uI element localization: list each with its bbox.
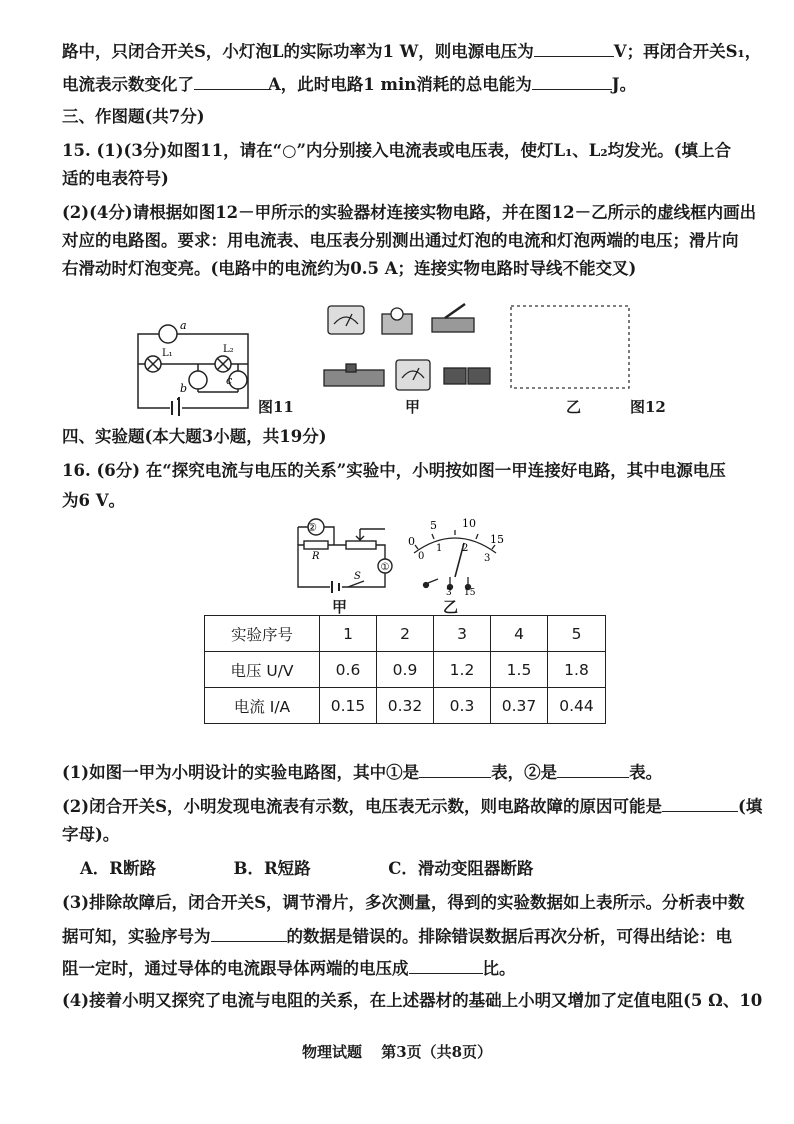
resistor-r-label: R	[312, 551, 320, 562]
figure-12-dashed-box	[510, 305, 632, 391]
table-cell: 实验序号	[205, 616, 320, 652]
q16-part-2	[62, 793, 763, 819]
table-cell: 1.5	[491, 652, 548, 688]
ammeter-icon	[328, 306, 364, 334]
scale-top-5: 5	[430, 519, 437, 532]
answer-blank-current-change[interactable]	[194, 71, 268, 90]
q16-p3-text-3: 的数据是错误的。排除错误数据后再次分析，可得出结论：电	[286, 927, 732, 946]
q15-text-1: 15. (1)(3分)如图11，请在“○”内分别接入电流表或电压表，使灯L₁、L₂均发光。(填上合	[62, 141, 731, 160]
q16-p3-text-2: 据可知，实验序号为	[62, 927, 211, 946]
table-cell: 0.3	[434, 688, 491, 724]
table-row	[205, 652, 606, 688]
section-4-title: 四、实验题(本大题3小题，共19分)	[62, 427, 327, 446]
lamp-l2-label: L₂	[223, 344, 234, 355]
experiment-data-table	[204, 615, 606, 724]
q16-options	[80, 857, 758, 881]
q16-p2-text: (2)闭合开关S，小明发现电流表有示数，电压表无示数，则电路故障的原因可能是	[62, 797, 663, 816]
table-cell: 电压 U/V	[205, 652, 320, 688]
table-cell: 1.2	[434, 652, 491, 688]
table-cell: 0.44	[548, 688, 606, 724]
table-cell: 3	[434, 616, 491, 652]
q16-p3-text-5: 比。	[482, 959, 516, 978]
table-cell: 1.8	[548, 652, 606, 688]
q16-part-2-cont	[62, 823, 758, 847]
q14-text-3: 电流表示数变化了	[62, 75, 194, 94]
footer-subject: 物理试题	[301, 1043, 362, 1061]
q16-part-1	[62, 759, 758, 785]
q14-line-1	[62, 38, 762, 64]
figure-11-circuit	[128, 316, 268, 416]
scale-top-0: 0	[408, 535, 415, 548]
q16-p3-text-4: 阻一定时，通过导体的电流跟导体两端的电压成	[62, 959, 409, 978]
q16-part-3-l3	[62, 955, 758, 981]
table-cell: 5	[548, 616, 606, 652]
q14-line-2	[62, 71, 758, 97]
q16-p1-text: (1)如图一甲为小明设计的实验电路图，其中①是	[62, 763, 420, 782]
q15-text-3: (2)(4分)请根据如图12－甲所示的实验器材连接实物电路，并在图12－乙所示的虚线框内画出	[62, 203, 757, 222]
table-cell: 0.6	[320, 652, 377, 688]
scale-bot-3: 3	[484, 553, 491, 564]
q16-part-3-l2	[62, 923, 758, 949]
scale-bot-0: 0	[418, 551, 425, 562]
q15-text-5: 右滑动时灯泡变亮。(电路中的电流约为0.5 A；连接实物电路时导线不能交叉)	[62, 259, 637, 278]
q14-text-2: V；再闭合开关S₁，	[613, 42, 762, 61]
scale-top-10: 10	[462, 517, 476, 530]
q15-line-4	[62, 229, 758, 253]
dashed-box-svg	[510, 305, 632, 391]
q14-text: 路中，只闭合开关S，小灯泡L的实际功率为1 W，则电源电压为	[62, 42, 534, 61]
figure-1-jia-circuit	[290, 515, 400, 597]
q15-line-2	[62, 167, 758, 191]
answer-blank-wrong-index[interactable]	[211, 923, 287, 942]
table-row	[205, 688, 606, 724]
switch-icon	[432, 318, 474, 332]
answer-blank-meter-1[interactable]	[419, 759, 491, 778]
answer-blank-meter-2[interactable]	[557, 759, 629, 778]
q15-text-4: 对应的电路图。要求：用电流表、电压表分别测出通过灯泡的电流和灯泡两端的电压；滑片向	[62, 231, 739, 250]
battery-1-icon	[444, 368, 466, 384]
figure-1-yi-label: 乙	[443, 598, 459, 616]
figure-12-caption: 图12	[630, 398, 666, 416]
q14-text-5: J。	[611, 75, 637, 94]
section-3-title: 三、作图题(共7分)	[62, 107, 205, 126]
answer-blank-energy[interactable]	[532, 71, 612, 90]
q15-text-2: 适的电表符号)	[62, 169, 169, 188]
switch-s-label: S	[354, 571, 361, 582]
meter-c-label: c	[226, 374, 233, 387]
option-a[interactable]: A．R断路	[80, 859, 157, 878]
terminal-15-label: 15	[464, 588, 476, 597]
figure-1-yi-dial	[400, 515, 510, 597]
q15-line-5	[62, 257, 758, 281]
table-cell: 2	[377, 616, 434, 652]
figure-11-svg	[128, 316, 268, 416]
voltmeter-icon	[396, 360, 430, 390]
q16-p2-text-3: 字母)。	[62, 825, 120, 844]
lamp-l1-label: L₁	[162, 348, 173, 359]
figure-12-jia-label: 甲	[405, 398, 421, 416]
footer-page-number: 第3页（共8页）	[381, 1043, 493, 1061]
section-4-heading	[62, 425, 758, 449]
q15-line-3	[62, 201, 758, 225]
option-b[interactable]: B．R短路	[233, 859, 311, 878]
q16-p1-text-3: 表。	[629, 763, 663, 782]
resistor-r-icon	[304, 541, 328, 549]
table-cell: 4	[491, 616, 548, 652]
q16-p4-text: (4)接着小明又探究了电流与电阻的关系，在上述器材的基础上小明又增加了定值电阻(5 Ω、10	[62, 991, 763, 1010]
table-cell: 0.32	[377, 688, 434, 724]
scale-top-15: 15	[490, 533, 504, 546]
answer-blank-voltage[interactable]	[534, 38, 614, 57]
q16-text-2: 为6 V。	[62, 491, 126, 510]
q16-text-1: 16. (6分) 在“探究电流与电压的关系”实验中，小明按如图一甲连接好电路，其中电源电压	[62, 461, 726, 480]
rheostat-symbol	[346, 541, 376, 549]
q16-p3-text: (3)排除故障后，闭合开关S，调节滑片，多次测量，得到的实验数据如上表所示。分析表中数	[62, 893, 745, 912]
option-c[interactable]: C．滑动变阻器断路	[388, 859, 534, 878]
scale-bot-1: 1	[436, 543, 443, 554]
q14-text-4: A，此时电路1 min消耗的总电能为	[268, 75, 532, 94]
q16-line-1	[62, 459, 758, 483]
meter-2-label: ②	[307, 521, 317, 534]
section-3-heading	[62, 105, 758, 129]
answer-blank-proportion[interactable]	[409, 955, 483, 974]
table-cell: 电流 I/A	[205, 688, 320, 724]
table-row	[205, 616, 606, 652]
battery-2-icon	[468, 368, 490, 384]
q16-part-3-l1	[62, 891, 758, 915]
q15-line-1	[62, 139, 758, 163]
meter-dial-svg	[400, 515, 510, 597]
experiment-circuit-svg	[290, 515, 400, 597]
figure-1-jia-label: 甲	[332, 598, 348, 616]
scale-bot-2: 2	[462, 543, 469, 554]
page-footer	[0, 1041, 794, 1062]
terminal-3-label: 3	[446, 588, 452, 597]
q16-p1-text-2: 表，②是	[491, 763, 558, 782]
q16-p2-text-2: (填	[738, 797, 763, 816]
table-cell: 0.15	[320, 688, 377, 724]
meter-1-label: ①	[380, 562, 390, 573]
apparatus-svg	[320, 300, 500, 400]
figure-12-apparatus	[320, 300, 500, 400]
table-cell: 0.9	[377, 652, 434, 688]
figure-12-yi-label: 乙	[566, 398, 582, 416]
figure-11-caption: 图11	[258, 398, 294, 416]
meter-b-label: b	[180, 382, 188, 395]
table-cell: 1	[320, 616, 377, 652]
q16-part-4	[62, 989, 763, 1013]
q16-line-2	[62, 489, 758, 513]
answer-blank-fault[interactable]	[662, 793, 738, 812]
meter-a-label: a	[180, 319, 187, 332]
table-cell: 0.37	[491, 688, 548, 724]
